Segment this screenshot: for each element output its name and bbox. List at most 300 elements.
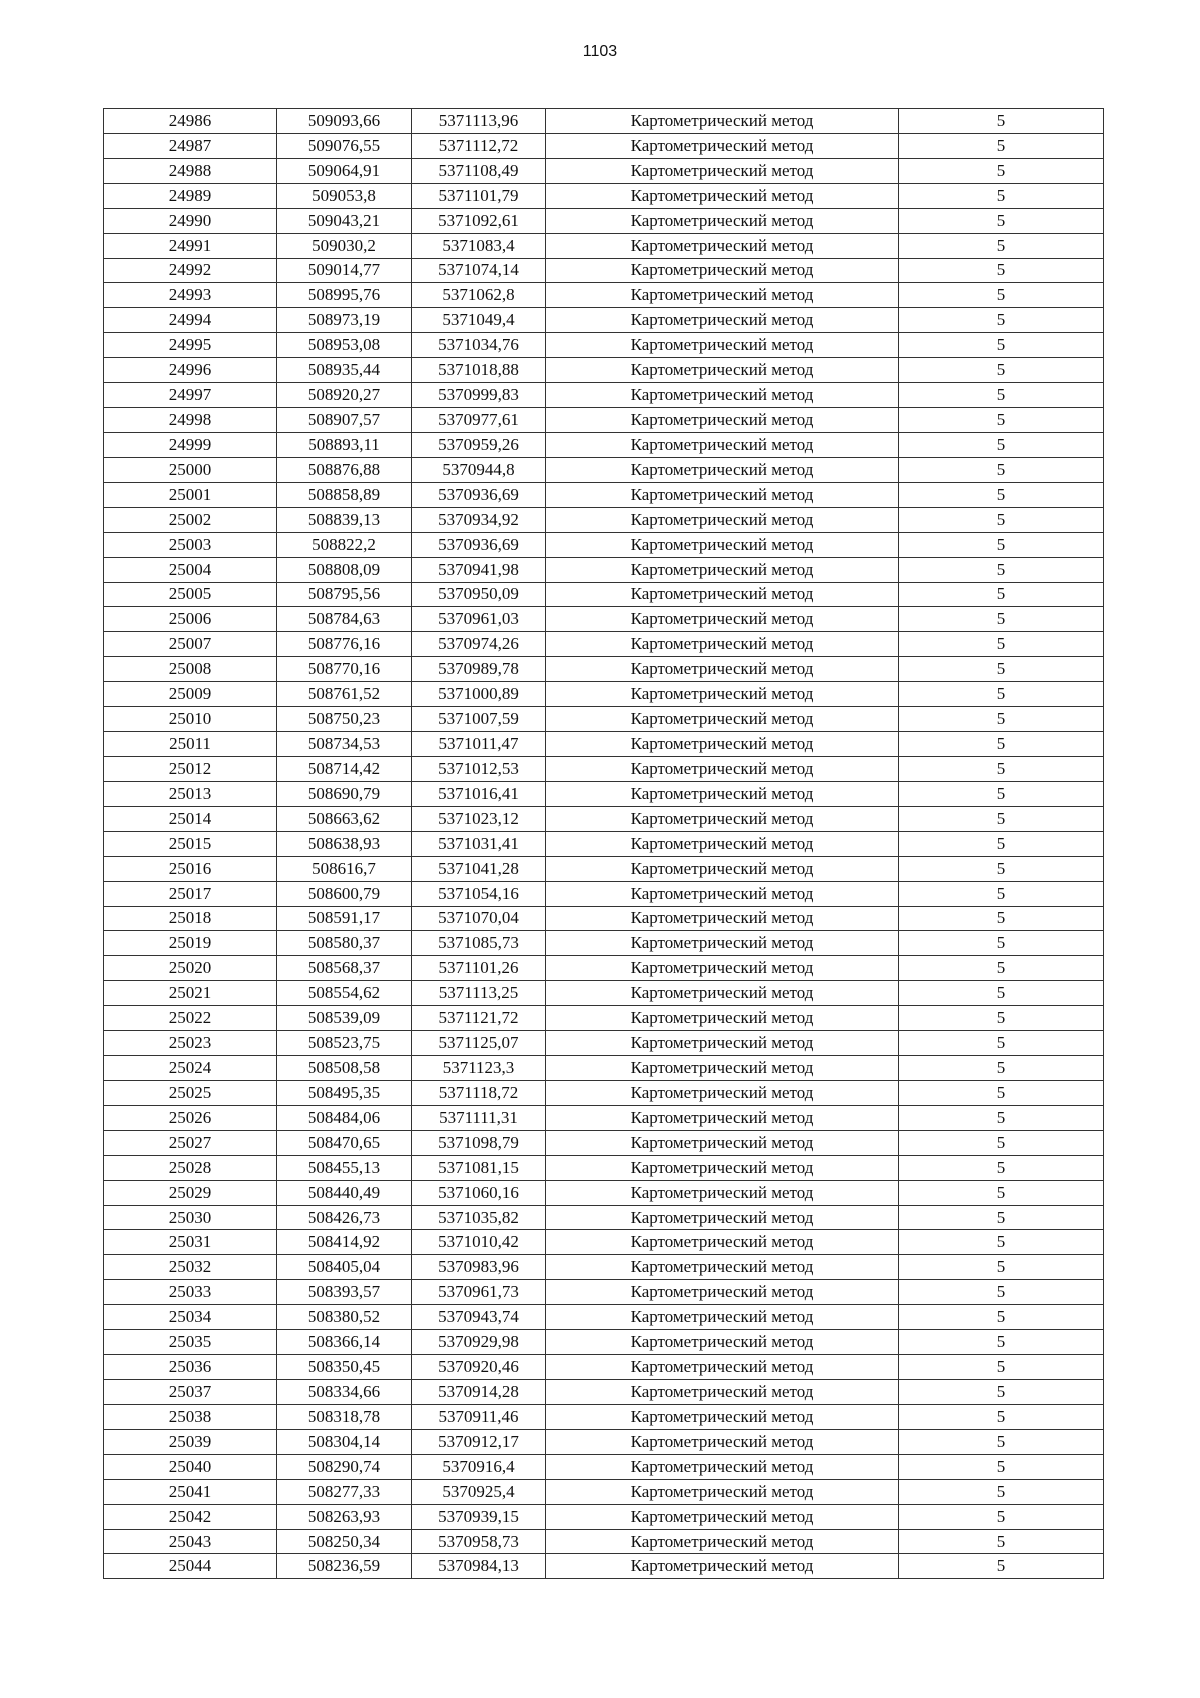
accuracy-cell: 5 — [899, 806, 1104, 831]
x-coordinate-cell: 508795,56 — [277, 582, 412, 607]
method-cell: Картометрический метод — [546, 1355, 899, 1380]
accuracy-cell: 5 — [899, 1454, 1104, 1479]
accuracy-cell: 5 — [899, 208, 1104, 233]
accuracy-cell: 5 — [899, 1230, 1104, 1255]
y-coordinate-cell: 5371070,04 — [412, 906, 546, 931]
table-row — [104, 482, 1104, 507]
table-row — [104, 906, 1104, 931]
method-cell: Картометрический метод — [546, 507, 899, 532]
x-coordinate-cell: 508554,62 — [277, 981, 412, 1006]
y-coordinate-cell: 5371101,26 — [412, 956, 546, 981]
table-row — [104, 931, 1104, 956]
x-coordinate-cell: 508405,04 — [277, 1255, 412, 1280]
accuracy-cell: 5 — [899, 109, 1104, 134]
x-coordinate-cell: 509030,2 — [277, 233, 412, 258]
point-number-cell: 25001 — [104, 482, 277, 507]
method-cell: Картометрический метод — [546, 582, 899, 607]
x-coordinate-cell: 508318,78 — [277, 1404, 412, 1429]
point-number-cell: 25011 — [104, 732, 277, 757]
y-coordinate-cell: 5371123,3 — [412, 1056, 546, 1081]
point-number-cell: 25029 — [104, 1180, 277, 1205]
table-row — [104, 432, 1104, 457]
y-coordinate-cell: 5370929,98 — [412, 1330, 546, 1355]
method-cell: Картометрический метод — [546, 258, 899, 283]
y-coordinate-cell: 5371121,72 — [412, 1006, 546, 1031]
point-number-cell: 25024 — [104, 1056, 277, 1081]
y-coordinate-cell: 5371031,41 — [412, 831, 546, 856]
point-number-cell: 24996 — [104, 358, 277, 383]
method-cell: Картометрический метод — [546, 956, 899, 981]
method-cell: Картометрический метод — [546, 1230, 899, 1255]
method-cell: Картометрический метод — [546, 881, 899, 906]
accuracy-cell: 5 — [899, 158, 1104, 183]
x-coordinate-cell: 508935,44 — [277, 358, 412, 383]
x-coordinate-cell: 508876,88 — [277, 457, 412, 482]
point-number-cell: 24997 — [104, 383, 277, 408]
table-row — [104, 358, 1104, 383]
accuracy-cell: 5 — [899, 258, 1104, 283]
x-coordinate-cell: 508663,62 — [277, 806, 412, 831]
table-row — [104, 507, 1104, 532]
y-coordinate-cell: 5371108,49 — [412, 158, 546, 183]
x-coordinate-cell: 508304,14 — [277, 1429, 412, 1454]
table-row — [104, 1031, 1104, 1056]
y-coordinate-cell: 5371034,76 — [412, 333, 546, 358]
method-cell: Картометрический метод — [546, 1429, 899, 1454]
x-coordinate-cell: 508822,2 — [277, 532, 412, 557]
method-cell: Картометрический метод — [546, 1330, 899, 1355]
table-row — [104, 981, 1104, 1006]
table-row — [104, 1155, 1104, 1180]
point-number-cell: 25039 — [104, 1429, 277, 1454]
accuracy-cell: 5 — [899, 183, 1104, 208]
x-coordinate-cell: 508263,93 — [277, 1504, 412, 1529]
x-coordinate-cell: 508616,7 — [277, 856, 412, 881]
accuracy-cell: 5 — [899, 1006, 1104, 1031]
point-number-cell: 25025 — [104, 1080, 277, 1105]
x-coordinate-cell: 509093,66 — [277, 109, 412, 134]
point-number-cell: 25030 — [104, 1205, 277, 1230]
method-cell: Картометрический метод — [546, 233, 899, 258]
x-coordinate-cell: 508600,79 — [277, 881, 412, 906]
accuracy-cell: 5 — [899, 532, 1104, 557]
x-coordinate-cell: 508393,57 — [277, 1280, 412, 1305]
table-row — [104, 1280, 1104, 1305]
method-cell: Картометрический метод — [546, 931, 899, 956]
accuracy-cell: 5 — [899, 1479, 1104, 1504]
point-number-cell: 25031 — [104, 1230, 277, 1255]
x-coordinate-cell: 508484,06 — [277, 1105, 412, 1130]
y-coordinate-cell: 5371111,31 — [412, 1105, 546, 1130]
x-coordinate-cell: 509053,8 — [277, 183, 412, 208]
accuracy-cell: 5 — [899, 233, 1104, 258]
point-number-cell: 24998 — [104, 408, 277, 433]
x-coordinate-cell: 508250,34 — [277, 1529, 412, 1554]
method-cell: Картометрический метод — [546, 707, 899, 732]
method-cell: Картометрический метод — [546, 133, 899, 158]
method-cell: Картометрический метод — [546, 1454, 899, 1479]
accuracy-cell: 5 — [899, 632, 1104, 657]
x-coordinate-cell: 508495,35 — [277, 1080, 412, 1105]
accuracy-cell: 5 — [899, 1130, 1104, 1155]
x-coordinate-cell: 508366,14 — [277, 1330, 412, 1355]
table-row — [104, 831, 1104, 856]
y-coordinate-cell: 5371074,14 — [412, 258, 546, 283]
y-coordinate-cell: 5371035,82 — [412, 1205, 546, 1230]
x-coordinate-cell: 508761,52 — [277, 682, 412, 707]
point-number-cell: 25017 — [104, 881, 277, 906]
method-cell: Картометрический метод — [546, 408, 899, 433]
accuracy-cell: 5 — [899, 582, 1104, 607]
y-coordinate-cell: 5371118,72 — [412, 1080, 546, 1105]
x-coordinate-cell: 508591,17 — [277, 906, 412, 931]
x-coordinate-cell: 509014,77 — [277, 258, 412, 283]
y-coordinate-cell: 5371000,89 — [412, 682, 546, 707]
table-row — [104, 707, 1104, 732]
point-number-cell: 24995 — [104, 333, 277, 358]
table-row — [104, 1255, 1104, 1280]
point-number-cell: 25028 — [104, 1155, 277, 1180]
y-coordinate-cell: 5371062,8 — [412, 283, 546, 308]
x-coordinate-cell: 508455,13 — [277, 1155, 412, 1180]
x-coordinate-cell: 508638,93 — [277, 831, 412, 856]
y-coordinate-cell: 5371049,4 — [412, 308, 546, 333]
y-coordinate-cell: 5370916,4 — [412, 1454, 546, 1479]
accuracy-cell: 5 — [899, 432, 1104, 457]
method-cell: Картометрический метод — [546, 1056, 899, 1081]
accuracy-cell: 5 — [899, 1031, 1104, 1056]
method-cell: Картометрический метод — [546, 183, 899, 208]
y-coordinate-cell: 5370950,09 — [412, 582, 546, 607]
x-coordinate-cell: 508523,75 — [277, 1031, 412, 1056]
x-coordinate-cell: 509076,55 — [277, 133, 412, 158]
point-number-cell: 25033 — [104, 1280, 277, 1305]
table-row — [104, 756, 1104, 781]
method-cell: Картометрический метод — [546, 1504, 899, 1529]
point-number-cell: 24986 — [104, 109, 277, 134]
y-coordinate-cell: 5370941,98 — [412, 557, 546, 582]
accuracy-cell: 5 — [899, 856, 1104, 881]
method-cell: Картометрический метод — [546, 806, 899, 831]
accuracy-cell: 5 — [899, 383, 1104, 408]
x-coordinate-cell: 508920,27 — [277, 383, 412, 408]
accuracy-cell: 5 — [899, 482, 1104, 507]
y-coordinate-cell: 5370944,8 — [412, 457, 546, 482]
y-coordinate-cell: 5371018,88 — [412, 358, 546, 383]
point-number-cell: 25008 — [104, 657, 277, 682]
accuracy-cell: 5 — [899, 1280, 1104, 1305]
x-coordinate-cell: 508539,09 — [277, 1006, 412, 1031]
method-cell: Картометрический метод — [546, 632, 899, 657]
y-coordinate-cell: 5371007,59 — [412, 707, 546, 732]
point-number-cell: 24992 — [104, 258, 277, 283]
point-number-cell: 24988 — [104, 158, 277, 183]
method-cell: Картометрический метод — [546, 532, 899, 557]
method-cell: Картометрический метод — [546, 906, 899, 931]
method-cell: Картометрический метод — [546, 756, 899, 781]
x-coordinate-cell: 508893,11 — [277, 432, 412, 457]
point-number-cell: 25034 — [104, 1305, 277, 1330]
point-number-cell: 24994 — [104, 308, 277, 333]
y-coordinate-cell: 5370989,78 — [412, 657, 546, 682]
y-coordinate-cell: 5371041,28 — [412, 856, 546, 881]
y-coordinate-cell: 5371125,07 — [412, 1031, 546, 1056]
x-coordinate-cell: 508858,89 — [277, 482, 412, 507]
point-number-cell: 25020 — [104, 956, 277, 981]
point-number-cell: 24991 — [104, 233, 277, 258]
accuracy-cell: 5 — [899, 707, 1104, 732]
x-coordinate-cell: 508750,23 — [277, 707, 412, 732]
table-row — [104, 1330, 1104, 1355]
y-coordinate-cell: 5371016,41 — [412, 781, 546, 806]
x-coordinate-cell: 508508,58 — [277, 1056, 412, 1081]
method-cell: Картометрический метод — [546, 856, 899, 881]
table-row — [104, 1006, 1104, 1031]
accuracy-cell: 5 — [899, 333, 1104, 358]
x-coordinate-cell: 509043,21 — [277, 208, 412, 233]
method-cell: Картометрический метод — [546, 1404, 899, 1429]
point-number-cell: 25007 — [104, 632, 277, 657]
y-coordinate-cell: 5370974,26 — [412, 632, 546, 657]
table-row — [104, 532, 1104, 557]
table-row — [104, 258, 1104, 283]
y-coordinate-cell: 5370958,73 — [412, 1529, 546, 1554]
y-coordinate-cell: 5371023,12 — [412, 806, 546, 831]
table-row — [104, 881, 1104, 906]
table-row — [104, 1080, 1104, 1105]
x-coordinate-cell: 508690,79 — [277, 781, 412, 806]
x-coordinate-cell: 508568,37 — [277, 956, 412, 981]
point-number-cell: 24987 — [104, 133, 277, 158]
method-cell: Картометрический метод — [546, 981, 899, 1006]
y-coordinate-cell: 5370911,46 — [412, 1404, 546, 1429]
point-number-cell: 25010 — [104, 707, 277, 732]
point-number-cell: 24993 — [104, 283, 277, 308]
table-row — [104, 557, 1104, 582]
y-coordinate-cell: 5371060,16 — [412, 1180, 546, 1205]
point-number-cell: 25002 — [104, 507, 277, 532]
table-row — [104, 732, 1104, 757]
accuracy-cell: 5 — [899, 1255, 1104, 1280]
table-row — [104, 781, 1104, 806]
y-coordinate-cell: 5371101,79 — [412, 183, 546, 208]
x-coordinate-cell: 508784,63 — [277, 607, 412, 632]
x-coordinate-cell: 508907,57 — [277, 408, 412, 433]
method-cell: Картометрический метод — [546, 682, 899, 707]
method-cell: Картометрический метод — [546, 333, 899, 358]
method-cell: Картометрический метод — [546, 1130, 899, 1155]
y-coordinate-cell: 5371011,47 — [412, 732, 546, 757]
accuracy-cell: 5 — [899, 1080, 1104, 1105]
point-number-cell: 25023 — [104, 1031, 277, 1056]
x-coordinate-cell: 508277,33 — [277, 1479, 412, 1504]
x-coordinate-cell: 508414,92 — [277, 1230, 412, 1255]
y-coordinate-cell: 5371092,61 — [412, 208, 546, 233]
accuracy-cell: 5 — [899, 607, 1104, 632]
y-coordinate-cell: 5371113,96 — [412, 109, 546, 134]
method-cell: Картометрический метод — [546, 781, 899, 806]
x-coordinate-cell: 508380,52 — [277, 1305, 412, 1330]
accuracy-cell: 5 — [899, 906, 1104, 931]
y-coordinate-cell: 5371054,16 — [412, 881, 546, 906]
table-row — [104, 956, 1104, 981]
accuracy-cell: 5 — [899, 1330, 1104, 1355]
table-row — [104, 1355, 1104, 1380]
x-coordinate-cell: 508770,16 — [277, 657, 412, 682]
accuracy-cell: 5 — [899, 408, 1104, 433]
table-row — [104, 607, 1104, 632]
method-cell: Картометрический метод — [546, 457, 899, 482]
point-number-cell: 25022 — [104, 1006, 277, 1031]
method-cell: Картометрический метод — [546, 657, 899, 682]
y-coordinate-cell: 5370934,92 — [412, 507, 546, 532]
method-cell: Картометрический метод — [546, 1180, 899, 1205]
table-row — [104, 1205, 1104, 1230]
point-number-cell: 25004 — [104, 557, 277, 582]
y-coordinate-cell: 5371010,42 — [412, 1230, 546, 1255]
point-number-cell: 24989 — [104, 183, 277, 208]
table-row — [104, 632, 1104, 657]
y-coordinate-cell: 5370961,03 — [412, 607, 546, 632]
y-coordinate-cell: 5371113,25 — [412, 981, 546, 1006]
accuracy-cell: 5 — [899, 1429, 1104, 1454]
accuracy-cell: 5 — [899, 781, 1104, 806]
accuracy-cell: 5 — [899, 308, 1104, 333]
x-coordinate-cell: 508734,53 — [277, 732, 412, 757]
x-coordinate-cell: 508334,66 — [277, 1380, 412, 1405]
y-coordinate-cell: 5370977,61 — [412, 408, 546, 433]
point-number-cell: 25021 — [104, 981, 277, 1006]
x-coordinate-cell: 508973,19 — [277, 308, 412, 333]
table-row — [104, 582, 1104, 607]
method-cell: Картометрический метод — [546, 1305, 899, 1330]
table-row — [104, 133, 1104, 158]
method-cell: Картометрический метод — [546, 1255, 899, 1280]
method-cell: Картометрический метод — [546, 383, 899, 408]
method-cell: Картометрический метод — [546, 1006, 899, 1031]
point-number-cell: 25015 — [104, 831, 277, 856]
method-cell: Картометрический метод — [546, 482, 899, 507]
method-cell: Картометрический метод — [546, 1080, 899, 1105]
point-number-cell: 25032 — [104, 1255, 277, 1280]
x-coordinate-cell: 508839,13 — [277, 507, 412, 532]
x-coordinate-cell: 508808,09 — [277, 557, 412, 582]
y-coordinate-cell: 5370920,46 — [412, 1355, 546, 1380]
point-number-cell: 24990 — [104, 208, 277, 233]
method-cell: Картометрический метод — [546, 1380, 899, 1405]
method-cell: Картометрический метод — [546, 1205, 899, 1230]
method-cell: Картометрический метод — [546, 557, 899, 582]
point-number-cell: 25042 — [104, 1504, 277, 1529]
point-number-cell: 25044 — [104, 1554, 277, 1579]
accuracy-cell: 5 — [899, 1180, 1104, 1205]
y-coordinate-cell: 5370961,73 — [412, 1280, 546, 1305]
point-number-cell: 25000 — [104, 457, 277, 482]
method-cell: Картометрический метод — [546, 607, 899, 632]
method-cell: Картометрический метод — [546, 831, 899, 856]
accuracy-cell: 5 — [899, 1305, 1104, 1330]
accuracy-cell: 5 — [899, 1056, 1104, 1081]
x-coordinate-cell: 509064,91 — [277, 158, 412, 183]
table-row — [104, 183, 1104, 208]
point-number-cell: 25013 — [104, 781, 277, 806]
x-coordinate-cell: 508440,49 — [277, 1180, 412, 1205]
table-row — [104, 682, 1104, 707]
x-coordinate-cell: 508426,73 — [277, 1205, 412, 1230]
accuracy-cell: 5 — [899, 1205, 1104, 1230]
point-number-cell: 25035 — [104, 1330, 277, 1355]
accuracy-cell: 5 — [899, 1504, 1104, 1529]
y-coordinate-cell: 5370959,26 — [412, 432, 546, 457]
table-row — [104, 283, 1104, 308]
point-number-cell: 25043 — [104, 1529, 277, 1554]
point-number-cell: 25019 — [104, 931, 277, 956]
x-coordinate-cell: 508580,37 — [277, 931, 412, 956]
accuracy-cell: 5 — [899, 1380, 1104, 1405]
point-number-cell: 25018 — [104, 906, 277, 931]
method-cell: Картометрический метод — [546, 208, 899, 233]
x-coordinate-cell: 508995,76 — [277, 283, 412, 308]
accuracy-cell: 5 — [899, 831, 1104, 856]
accuracy-cell: 5 — [899, 1404, 1104, 1429]
y-coordinate-cell: 5370943,74 — [412, 1305, 546, 1330]
accuracy-cell: 5 — [899, 557, 1104, 582]
y-coordinate-cell: 5370984,13 — [412, 1554, 546, 1579]
point-number-cell: 25037 — [104, 1380, 277, 1405]
point-number-cell: 25040 — [104, 1454, 277, 1479]
accuracy-cell: 5 — [899, 1554, 1104, 1579]
accuracy-cell: 5 — [899, 507, 1104, 532]
point-number-cell: 25036 — [104, 1355, 277, 1380]
y-coordinate-cell: 5371081,15 — [412, 1155, 546, 1180]
accuracy-cell: 5 — [899, 732, 1104, 757]
point-number-cell: 25009 — [104, 682, 277, 707]
point-number-cell: 25012 — [104, 756, 277, 781]
point-number-cell: 25016 — [104, 856, 277, 881]
accuracy-cell: 5 — [899, 657, 1104, 682]
accuracy-cell: 5 — [899, 881, 1104, 906]
y-coordinate-cell: 5371098,79 — [412, 1130, 546, 1155]
point-number-cell: 25003 — [104, 532, 277, 557]
accuracy-cell: 5 — [899, 931, 1104, 956]
method-cell: Картометрический метод — [546, 358, 899, 383]
table-row — [104, 1429, 1104, 1454]
method-cell: Картометрический метод — [546, 1155, 899, 1180]
table-row — [104, 1504, 1104, 1529]
accuracy-cell: 5 — [899, 1529, 1104, 1554]
x-coordinate-cell: 508350,45 — [277, 1355, 412, 1380]
table-row — [104, 408, 1104, 433]
x-coordinate-cell: 508290,74 — [277, 1454, 412, 1479]
accuracy-cell: 5 — [899, 1155, 1104, 1180]
point-number-cell: 25027 — [104, 1130, 277, 1155]
y-coordinate-cell: 5370914,28 — [412, 1380, 546, 1405]
table-row — [104, 1380, 1104, 1405]
accuracy-cell: 5 — [899, 283, 1104, 308]
table-row — [104, 1404, 1104, 1429]
coordinates-table — [103, 108, 1104, 1579]
table-row — [104, 233, 1104, 258]
accuracy-cell: 5 — [899, 756, 1104, 781]
accuracy-cell: 5 — [899, 1105, 1104, 1130]
table-row — [104, 109, 1104, 134]
point-number-cell: 24999 — [104, 432, 277, 457]
table-row — [104, 657, 1104, 682]
y-coordinate-cell: 5370936,69 — [412, 482, 546, 507]
accuracy-cell: 5 — [899, 981, 1104, 1006]
method-cell: Картометрический метод — [546, 1479, 899, 1504]
table-row — [104, 1529, 1104, 1554]
